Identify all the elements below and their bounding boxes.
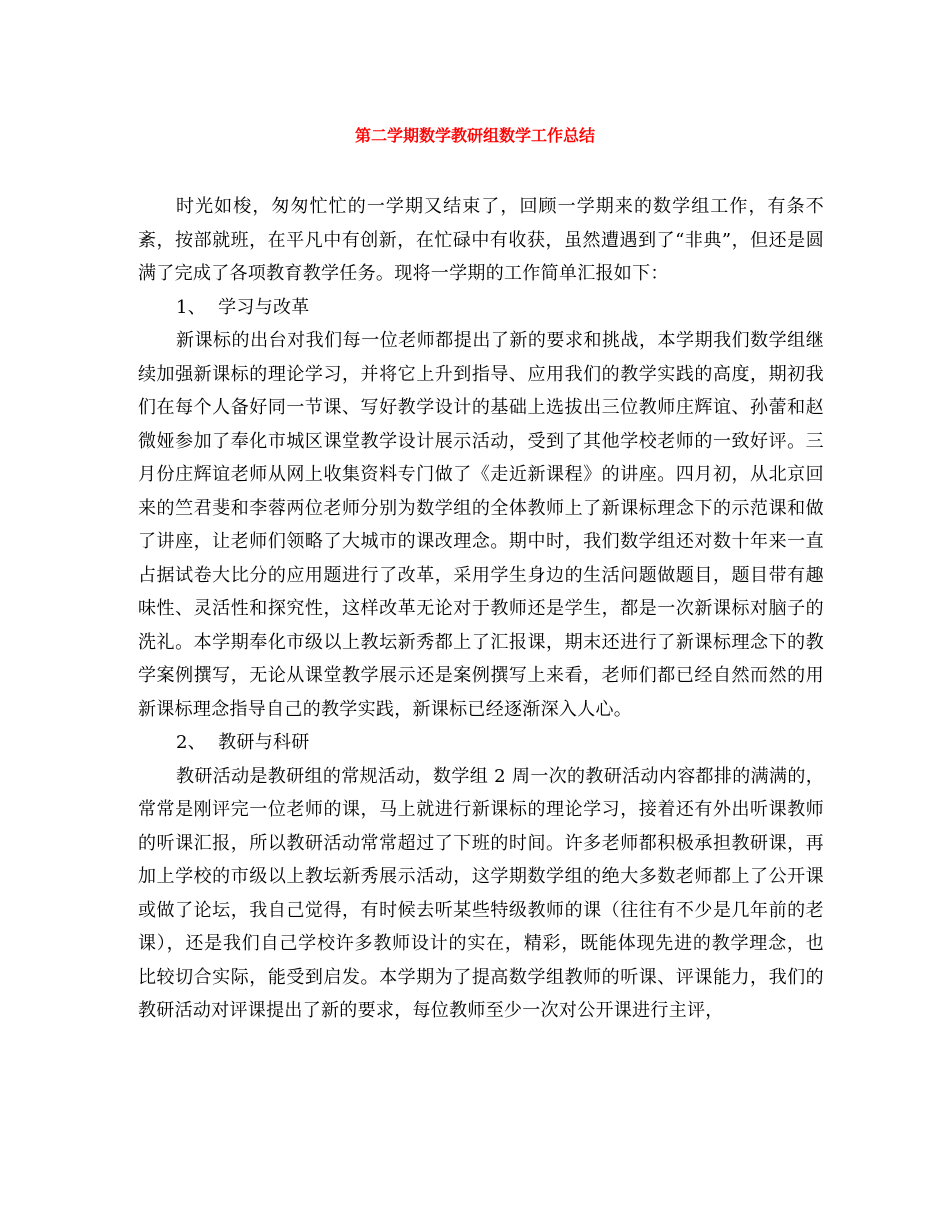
intro-paragraph: 时光如梭，匆匆忙忙的一学期又结束了，回顾一学期来的数学组工作，有条不紊，按部就班，在平凡中有创新，在忙碌中有收获，虽然遭遇到了“非典”，但还是圆满了完成了各项教育教学任务。现将一学期的工作简单汇报如下： [138, 196, 824, 284]
document-title: 第二学期数学教研组数学工作总结 [354, 126, 595, 145]
section-paragraph-2: 教研活动是教研组的常规活动，数学组 2 周一次的教研活动内容都排的满满的，常常是刚评完一位老师的课，马上就进行新课标的理论学习，接着还有外出听课教师的听课汇报，所以教研活动常常超过了下班的时间。许多老师都积极承担教研课，再加上学校的市级以上教坛新秀展示活动，这学期数学组的绝大多数老师都上了公开课或做了论坛，我自己觉得，有时候去听某些特级教师的课（往往有不少是几年前的老课），还是我们自己学校许多教师设计的实在，精彩，既能体现先进的教学理念，也比较切合实际，能受到启发。本学期为了提高数学组教师的听课、评课能力，我们的教研活动对评课提出了新的要求，每位教师至少一次对公开课进行主评， [138, 765, 824, 1021]
section-heading-2: 2、 教研与科研 [176, 732, 310, 753]
document-body [138, 190, 824, 1028]
section-paragraph-1: 新课标的出台对我们每一位老师都提出了新的要求和挑战，本学期我们数学组继续加强新课标的理论学习，并将它上升到指导、应用我们的教学实践的高度，期初我们在每个人备好同一节课、写好教学设计的基础上选拔出三位教师庄辉谊、孙蕾和赵微娅参加了奉化市城区课堂教学设计展示活动，受到了其他学校老师的一致好评。三月份庄辉谊老师从网上收集资料专门做了《走近新课程》的讲座。四月初，从北京回来的竺君斐和李蓉两位老师分别为数学组的全体教师上了新课标理念下的示范课和做了讲座，让老师们领略了大城市的课改理念。期中时，我们数学组还对数十年来一直占据试卷大比分的应用题进行了改革，采用学生身边的生活问题做题目，题目带有趣味性、灵活性和探究性，这样改革无论对于教师还是学生，都是一次新课标对脑子的洗礼。本学期奉化市级以上教坛新秀都上了汇报课，期末还进行了新课标理念下的教学案例撰写，无论从课堂教学展示还是案例撰写上来看，老师们都已经自然而然的用新课标理念指导自己的教学实践，新课标已经逐渐深入人心。 [138, 330, 824, 720]
section-heading-1: 1、 学习与改革 [176, 296, 310, 318]
